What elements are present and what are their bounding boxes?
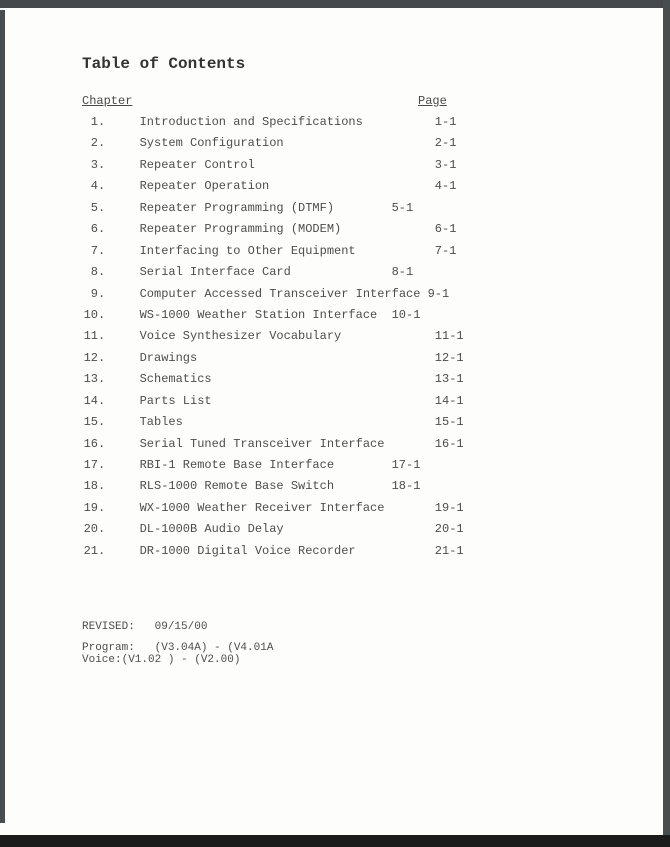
chapter-title: WX-1000 Weather Receiver Interface bbox=[139, 500, 385, 515]
chapter-title: Interfacing to Other Equipment bbox=[139, 243, 356, 258]
chapter-page-number: 18-1 bbox=[391, 479, 421, 494]
chapter-number: 4. bbox=[90, 179, 106, 194]
chapter-title: Parts List bbox=[139, 393, 212, 408]
chapter-title: Repeater Programming (DTMF) bbox=[139, 200, 335, 215]
chapter-number: 2. bbox=[90, 136, 106, 151]
chapter-title: Repeater Control bbox=[139, 157, 255, 172]
chapter-title: Repeater Programming (MODEM) bbox=[139, 222, 342, 237]
chapter-page-number: 8-1 bbox=[391, 265, 414, 280]
chapter-number: 12. bbox=[83, 350, 106, 365]
chapter-title: DL-1000B Audio Delay bbox=[139, 522, 284, 537]
chapter-number: 20. bbox=[83, 522, 106, 537]
toc-row bbox=[82, 369, 502, 390]
toc-row bbox=[82, 498, 502, 519]
toc-rows bbox=[82, 112, 502, 562]
toc-row bbox=[82, 455, 502, 476]
toc-row bbox=[82, 541, 502, 562]
chapter-page-number: 4-1 bbox=[434, 179, 457, 194]
chapter-title: Serial Tuned Transceiver Interface bbox=[139, 436, 385, 451]
chapter-title: Voice Synthesizer Vocabulary bbox=[139, 329, 342, 344]
toc-row bbox=[82, 176, 502, 197]
toc-row bbox=[82, 476, 502, 497]
chapter-page-number: 17-1 bbox=[391, 458, 421, 472]
chapter-number: 8. bbox=[90, 265, 106, 280]
chapter-number: 7. bbox=[90, 243, 106, 258]
scan-border-right bbox=[663, 0, 670, 835]
chapter-title: Repeater Operation bbox=[139, 179, 270, 194]
chapter-page-number: 9-1 bbox=[427, 286, 450, 301]
chapter-title: Serial Interface Card bbox=[139, 265, 291, 280]
chapter-title: Tables bbox=[139, 415, 183, 430]
chapter-number: 3. bbox=[90, 157, 106, 172]
chapter-page-number: 1-1 bbox=[434, 115, 457, 129]
chapter-page-number: 6-1 bbox=[434, 222, 457, 237]
chapter-page-number: 15-1 bbox=[434, 415, 464, 430]
chapter-title: Schematics bbox=[139, 372, 212, 387]
chapter-number: 13. bbox=[83, 372, 106, 387]
column-header-chapter: Chapter bbox=[82, 94, 133, 108]
chapter-page-number: 20-1 bbox=[434, 522, 464, 537]
chapter-page-number: 19-1 bbox=[434, 500, 464, 515]
chapter-page-number: 16-1 bbox=[434, 436, 464, 451]
chapter-page-number: 10-1 bbox=[391, 307, 421, 322]
chapter-page-number: 13-1 bbox=[434, 372, 464, 387]
chapter-title: DR-1000 Digital Voice Recorder bbox=[139, 543, 356, 558]
toc-row bbox=[82, 519, 502, 540]
document-page bbox=[82, 0, 622, 847]
toc-row bbox=[82, 198, 502, 219]
chapter-number: 19. bbox=[83, 500, 106, 515]
chapter-title: Computer Accessed Transceiver Interface bbox=[139, 286, 421, 301]
chapter-page-number: 5-1 bbox=[391, 200, 414, 215]
chapter-page-number: 3-1 bbox=[434, 157, 457, 172]
toc-row bbox=[82, 412, 502, 433]
chapter-page-number: 11-1 bbox=[434, 329, 464, 344]
footer-voice-line: Voice:(V1.02 ) - (V2.00) bbox=[82, 654, 241, 666]
toc-row bbox=[82, 326, 502, 347]
toc-row bbox=[82, 284, 502, 305]
chapter-number: 21. bbox=[83, 543, 106, 558]
chapter-number: 9. bbox=[90, 286, 106, 301]
chapter-number: 18. bbox=[83, 479, 106, 494]
chapter-page-number: 14-1 bbox=[434, 393, 464, 408]
chapter-title: System Configuration bbox=[139, 136, 284, 151]
chapter-page-number: 2-1 bbox=[434, 136, 457, 151]
chapter-number: 5. bbox=[90, 200, 106, 215]
toc-row bbox=[82, 305, 502, 326]
toc-row bbox=[82, 262, 502, 283]
chapter-page-number: 12-1 bbox=[434, 350, 464, 365]
toc-row bbox=[82, 219, 502, 240]
toc-row bbox=[82, 434, 502, 455]
footer-revised-line: REVISED: 09/15/00 bbox=[82, 621, 208, 633]
chapter-title: RBI-1 Remote Base Interface bbox=[139, 458, 335, 472]
chapter-number: 17. bbox=[83, 458, 106, 472]
toc-row bbox=[82, 155, 502, 176]
chapter-number: 15. bbox=[83, 415, 106, 430]
chapter-number: 6. bbox=[90, 222, 106, 237]
toc-row bbox=[82, 112, 502, 133]
toc-row bbox=[82, 391, 502, 412]
chapter-number: 10. bbox=[83, 307, 106, 322]
chapter-title: RLS-1000 Remote Base Switch bbox=[139, 479, 335, 494]
chapter-number: 11. bbox=[83, 329, 106, 344]
toc-row bbox=[82, 241, 502, 262]
column-header-page: Page bbox=[418, 94, 447, 108]
chapter-page-number: 21-1 bbox=[434, 543, 464, 558]
chapter-number: 14. bbox=[83, 393, 106, 408]
chapter-title: WS-1000 Weather Station Interface bbox=[139, 307, 378, 322]
chapter-number: 16. bbox=[83, 436, 106, 451]
toc-row bbox=[82, 133, 502, 154]
chapter-number: 1. bbox=[90, 115, 106, 129]
chapter-title: Drawings bbox=[139, 350, 198, 365]
chapter-page-number: 7-1 bbox=[434, 243, 457, 258]
toc-header-row bbox=[82, 94, 482, 110]
page-title: Table of Contents bbox=[82, 55, 246, 73]
toc-row bbox=[82, 348, 502, 369]
footer-program-line: Program: (V3.04A) - (V4.01A bbox=[82, 642, 274, 654]
chapter-title: Introduction and Specifications bbox=[139, 115, 363, 129]
scan-border-left bbox=[0, 10, 5, 823]
